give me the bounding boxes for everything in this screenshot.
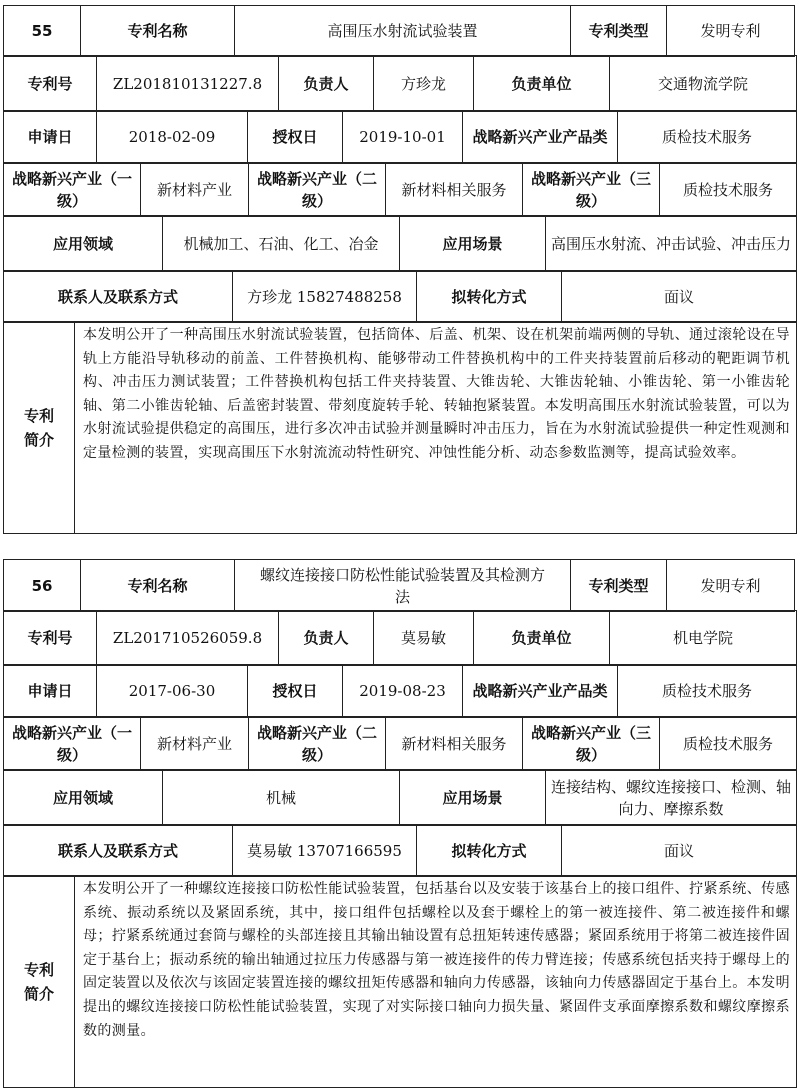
grant-date-label: 授权日 (247, 664, 343, 718)
patent-type-label: 专利类型 (570, 5, 667, 57)
patent-type-label: 专利类型 (570, 559, 667, 612)
owner-label: 负责人 (278, 55, 374, 112)
grant-date: 2019-10-01 (342, 110, 463, 164)
row-contact (3, 825, 797, 877)
contact: 莫易敏 13707166595 (232, 824, 417, 877)
patent-no-label: 专利号 (3, 55, 97, 112)
row-contact (3, 271, 797, 323)
category-label: 战略新兴产业产品类 (462, 110, 618, 164)
patent-name: 高围压水射流试验装置 (234, 5, 571, 57)
patent-no: ZL201710526059.8 (96, 610, 279, 666)
owner: 莫易敏 (373, 610, 474, 666)
intro: 本发明公开了一种螺纹连接接口防松性能试验装置，包括基台以及安装于该基台上的接口组件、拧紧系统、传感系统、振动系统以及紧固系统，其中，接口组件包括螺栓以及套于螺栓上的第一被连接件、第二被连接件和螺母；拧紧系统通过套筒与螺栓的头部连接且其输出轴设置有总扭矩转速传感器；紧固系统用于将第二被连接件固定于基台上；振动系统的输出轴通过拉压力传感器与第一被连接件的传力臂连接；传感系统包括夹持于螺母上的固定装置以及依次与该固定装置连接的螺纹扭矩传感器和轴向力传感器，该轴向力传感器固定于基台上。本发明提出的螺纹连接接口防松性能试验装置，实现了对实际接口轴向力损失量、紧固件支承面摩擦系数和螺纹摩擦系数的测量。 (74, 875, 797, 1088)
level1: 新材料产业 (140, 162, 249, 217)
level2-label: 战略新兴产业（二级） (248, 162, 386, 217)
category: 质检技术服务 (617, 664, 797, 718)
row-application (3, 216, 797, 272)
patent-name-label: 专利名称 (80, 559, 235, 612)
transfer: 面议 (561, 270, 797, 323)
level3: 质检技术服务 (659, 716, 797, 771)
row-application (3, 770, 797, 826)
field-label: 应用领域 (3, 769, 163, 826)
patent-type: 发明专利 (666, 559, 795, 612)
row-dates (3, 111, 797, 164)
grant-date-label: 授权日 (247, 110, 343, 164)
apply-date: 2017-06-30 (96, 664, 248, 718)
field-label: 应用领域 (3, 215, 163, 272)
level2: 新材料相关服务 (385, 162, 523, 217)
grant-date: 2019-08-23 (342, 664, 463, 718)
category-label: 战略新兴产业产品类 (462, 664, 618, 718)
transfer: 面议 (561, 824, 797, 877)
contact-label: 联系人及联系方式 (3, 824, 233, 877)
unit: 交通物流学院 (609, 55, 797, 112)
unit-label: 负责单位 (473, 55, 610, 112)
scene: 高围压水射流、冲击试验、冲击压力 (545, 215, 797, 272)
apply-date-label: 申请日 (3, 664, 97, 718)
intro: 本发明公开了一种高围压水射流试验装置，包括筒体、后盖、机架、设在机架前端两侧的导轨、通过滚轮设在导轨上方能沿导轨移动的前盖、工件替换机构、能够带动工件替换机构中的工件夹持装置前后移动的靶距调节机构、冲击压力测试装置；工件替换机构包括工件夹持装置、大锥齿轮、大锥齿轮轴、小锥齿轮、第一小锥齿轮轴、第二小锥齿轮轴、后盖密封装置、带刻度旋转手轮、转轴抱紧装置。本发明高围压水射流试验装置，可以为水射流试验提供稳定的高围压，进行多次冲击试验并测量瞬时冲击压力，旨在为水射流试验提供一种定性观测和定量检测的装置，实现高围压下水射流流动特性研究、冲蚀性能分析、动态参数监测等，提高试验效率。 (74, 321, 797, 534)
patent-type: 发明专利 (666, 5, 795, 57)
level1: 新材料产业 (140, 716, 249, 771)
scene: 连接结构、螺纹连接接口、检测、轴向力、摩擦系数 (545, 769, 797, 826)
scene-label: 应用场景 (399, 215, 546, 272)
transfer-label: 拟转化方式 (416, 270, 562, 323)
row-patent-no (3, 611, 797, 666)
scene-label: 应用场景 (399, 769, 546, 826)
level3-label: 战略新兴产业（三级） (522, 716, 660, 771)
level3: 质检技术服务 (659, 162, 797, 217)
apply-date: 2018-02-09 (96, 110, 248, 164)
owner-label: 负责人 (278, 610, 374, 666)
row-industry-levels (3, 163, 797, 217)
transfer-label: 拟转化方式 (416, 824, 562, 877)
patent-name-label: 专利名称 (80, 5, 235, 57)
owner: 方珍龙 (373, 55, 474, 112)
row-industry-levels (3, 717, 797, 771)
contact: 方珍龙 15827488258 (232, 270, 417, 323)
row-title (3, 560, 797, 612)
row-patent-no (3, 56, 797, 112)
intro-label: 专利简介 (3, 321, 75, 534)
row-intro (3, 322, 797, 534)
patent-no: ZL201810131227.8 (96, 55, 279, 112)
contact-label: 联系人及联系方式 (3, 270, 233, 323)
level3-label: 战略新兴产业（三级） (522, 162, 660, 217)
row-intro (3, 876, 797, 1088)
level2-label: 战略新兴产业（二级） (248, 716, 386, 771)
row-title (3, 6, 797, 57)
unit: 机电学院 (609, 610, 797, 666)
record-number: 55 (3, 5, 81, 57)
level1-label: 战略新兴产业（一级） (3, 162, 141, 217)
intro-label: 专利简介 (3, 875, 75, 1088)
field: 机械 (162, 769, 400, 826)
patent-name: 螺纹连接接口防松性能试验装置及其检测方法 (234, 559, 571, 612)
row-dates (3, 665, 797, 718)
record-number: 56 (3, 559, 81, 612)
level1-label: 战略新兴产业（一级） (3, 716, 141, 771)
unit-label: 负责单位 (473, 610, 610, 666)
level2: 新材料相关服务 (385, 716, 523, 771)
category: 质检技术服务 (617, 110, 797, 164)
apply-date-label: 申请日 (3, 110, 97, 164)
patent-no-label: 专利号 (3, 610, 97, 666)
field: 机械加工、石油、化工、冶金 (162, 215, 400, 272)
